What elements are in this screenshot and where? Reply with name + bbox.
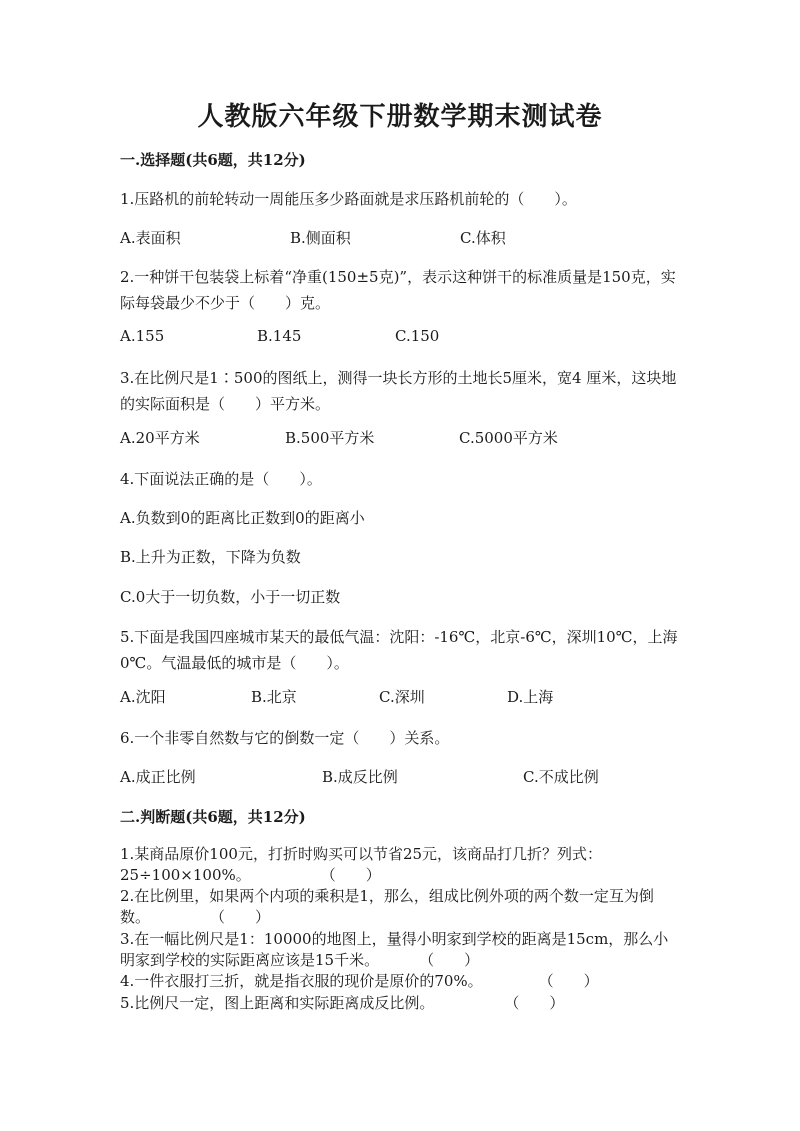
answer-blank: （ ） <box>210 908 271 926</box>
option-a: A.表面积 <box>120 229 181 247</box>
option-c: C.深圳 <box>379 688 425 706</box>
judgment-item <box>120 993 680 1014</box>
answer-blank: （ ） <box>419 951 480 969</box>
judgment-text: 4.一件衣服打三折，就是指衣服的现价是原价的70%。 <box>120 972 483 990</box>
question-text: 6.一个非零自然数与它的倒数一定（ ）关系。 <box>120 729 450 747</box>
section-heading-judgment: 二.判断题(共6题，共12分) <box>120 808 306 826</box>
question-text: 4.下面说法正确的是（ ）。 <box>120 470 322 488</box>
judgment-text: 1.某商品原价100元，打折时购买可以节省25元，该商品打几折？列式：25÷100×100%。 <box>120 845 603 884</box>
option-a: A.155 <box>120 327 165 345</box>
option-a-text: A.负数到0的距离比正数到0的距离小 <box>120 509 365 527</box>
judgment-text: 5.比例尺一定，图上距离和实际距离成反比例。 <box>120 994 435 1012</box>
option-c: C.5000平方米 <box>459 429 558 447</box>
judgment-item <box>120 844 680 886</box>
option-d: D.上海 <box>507 688 554 706</box>
answer-blank: （ ） <box>538 972 599 990</box>
option-c: C.不成比例 <box>523 768 599 786</box>
option-b-text: B.上升为正数，下降为负数 <box>120 548 301 566</box>
judgment-text: 3.在一幅比例尺是1：10000的地图上，量得小明家到学校的距离是15cm，那么小明家到学校的实际距离应该是15千米。 <box>120 930 669 969</box>
options-row <box>120 686 720 708</box>
question-text: 5.下面是我国四座城市某天的最低气温：沈阳：-16℃，北京-6℃，深圳10℃，上海0℃。气温最低的城市是（ ）。 <box>120 628 678 672</box>
question-text: 1.压路机的前轮转动一周能压多少路面就是求压路机前轮的（ ）。 <box>120 190 577 208</box>
option-a: A.20平方米 <box>120 429 200 447</box>
judgment-item <box>120 886 680 928</box>
option-b: B.500平方米 <box>285 429 375 447</box>
option-b: B.成反比例 <box>322 768 398 786</box>
option-c: C.150 <box>395 327 440 345</box>
judgment-item <box>120 971 680 992</box>
option-c-text: C.0大于一切负数，小于一切正数 <box>120 588 341 606</box>
page-title: 人教版六年级下册数学期末测试卷 <box>197 102 603 132</box>
option-a: A.沈阳 <box>120 688 166 706</box>
answer-blank: （ ） <box>320 866 381 884</box>
section-heading-choice: 一.选择题(共6题，共12分) <box>120 151 306 169</box>
question-text: 3.在比例尺是1∶500的图纸上，测得一块长方形的土地长5厘米，宽4 厘米，这块地的实际面积是（ ）平方米。 <box>120 369 677 413</box>
option-b: B.145 <box>257 327 302 345</box>
option-c: C.体积 <box>460 229 506 247</box>
options-row <box>120 227 720 249</box>
option-b: B.侧面积 <box>290 229 351 247</box>
question-text: 2.一种饼干包装袋上标着“净重(150±5克)”，表示这种饼干的标准质量是150克，实际每袋最少不少于（ ）克。 <box>120 268 676 312</box>
option-b: B.北京 <box>251 688 297 706</box>
options-row <box>120 327 720 349</box>
answer-blank: （ ） <box>504 994 565 1012</box>
judgment-text: 2.在比例里，如果两个内项的乘积是1，那么，组成比例外项的两个数一定互为倒数。 <box>120 887 654 926</box>
options-row <box>120 427 720 449</box>
option-b <box>120 546 720 568</box>
option-a <box>120 507 720 529</box>
option-a: A.成正比例 <box>120 768 196 786</box>
option-c <box>120 586 720 608</box>
judgment-item <box>120 929 680 971</box>
options-row <box>120 766 720 788</box>
